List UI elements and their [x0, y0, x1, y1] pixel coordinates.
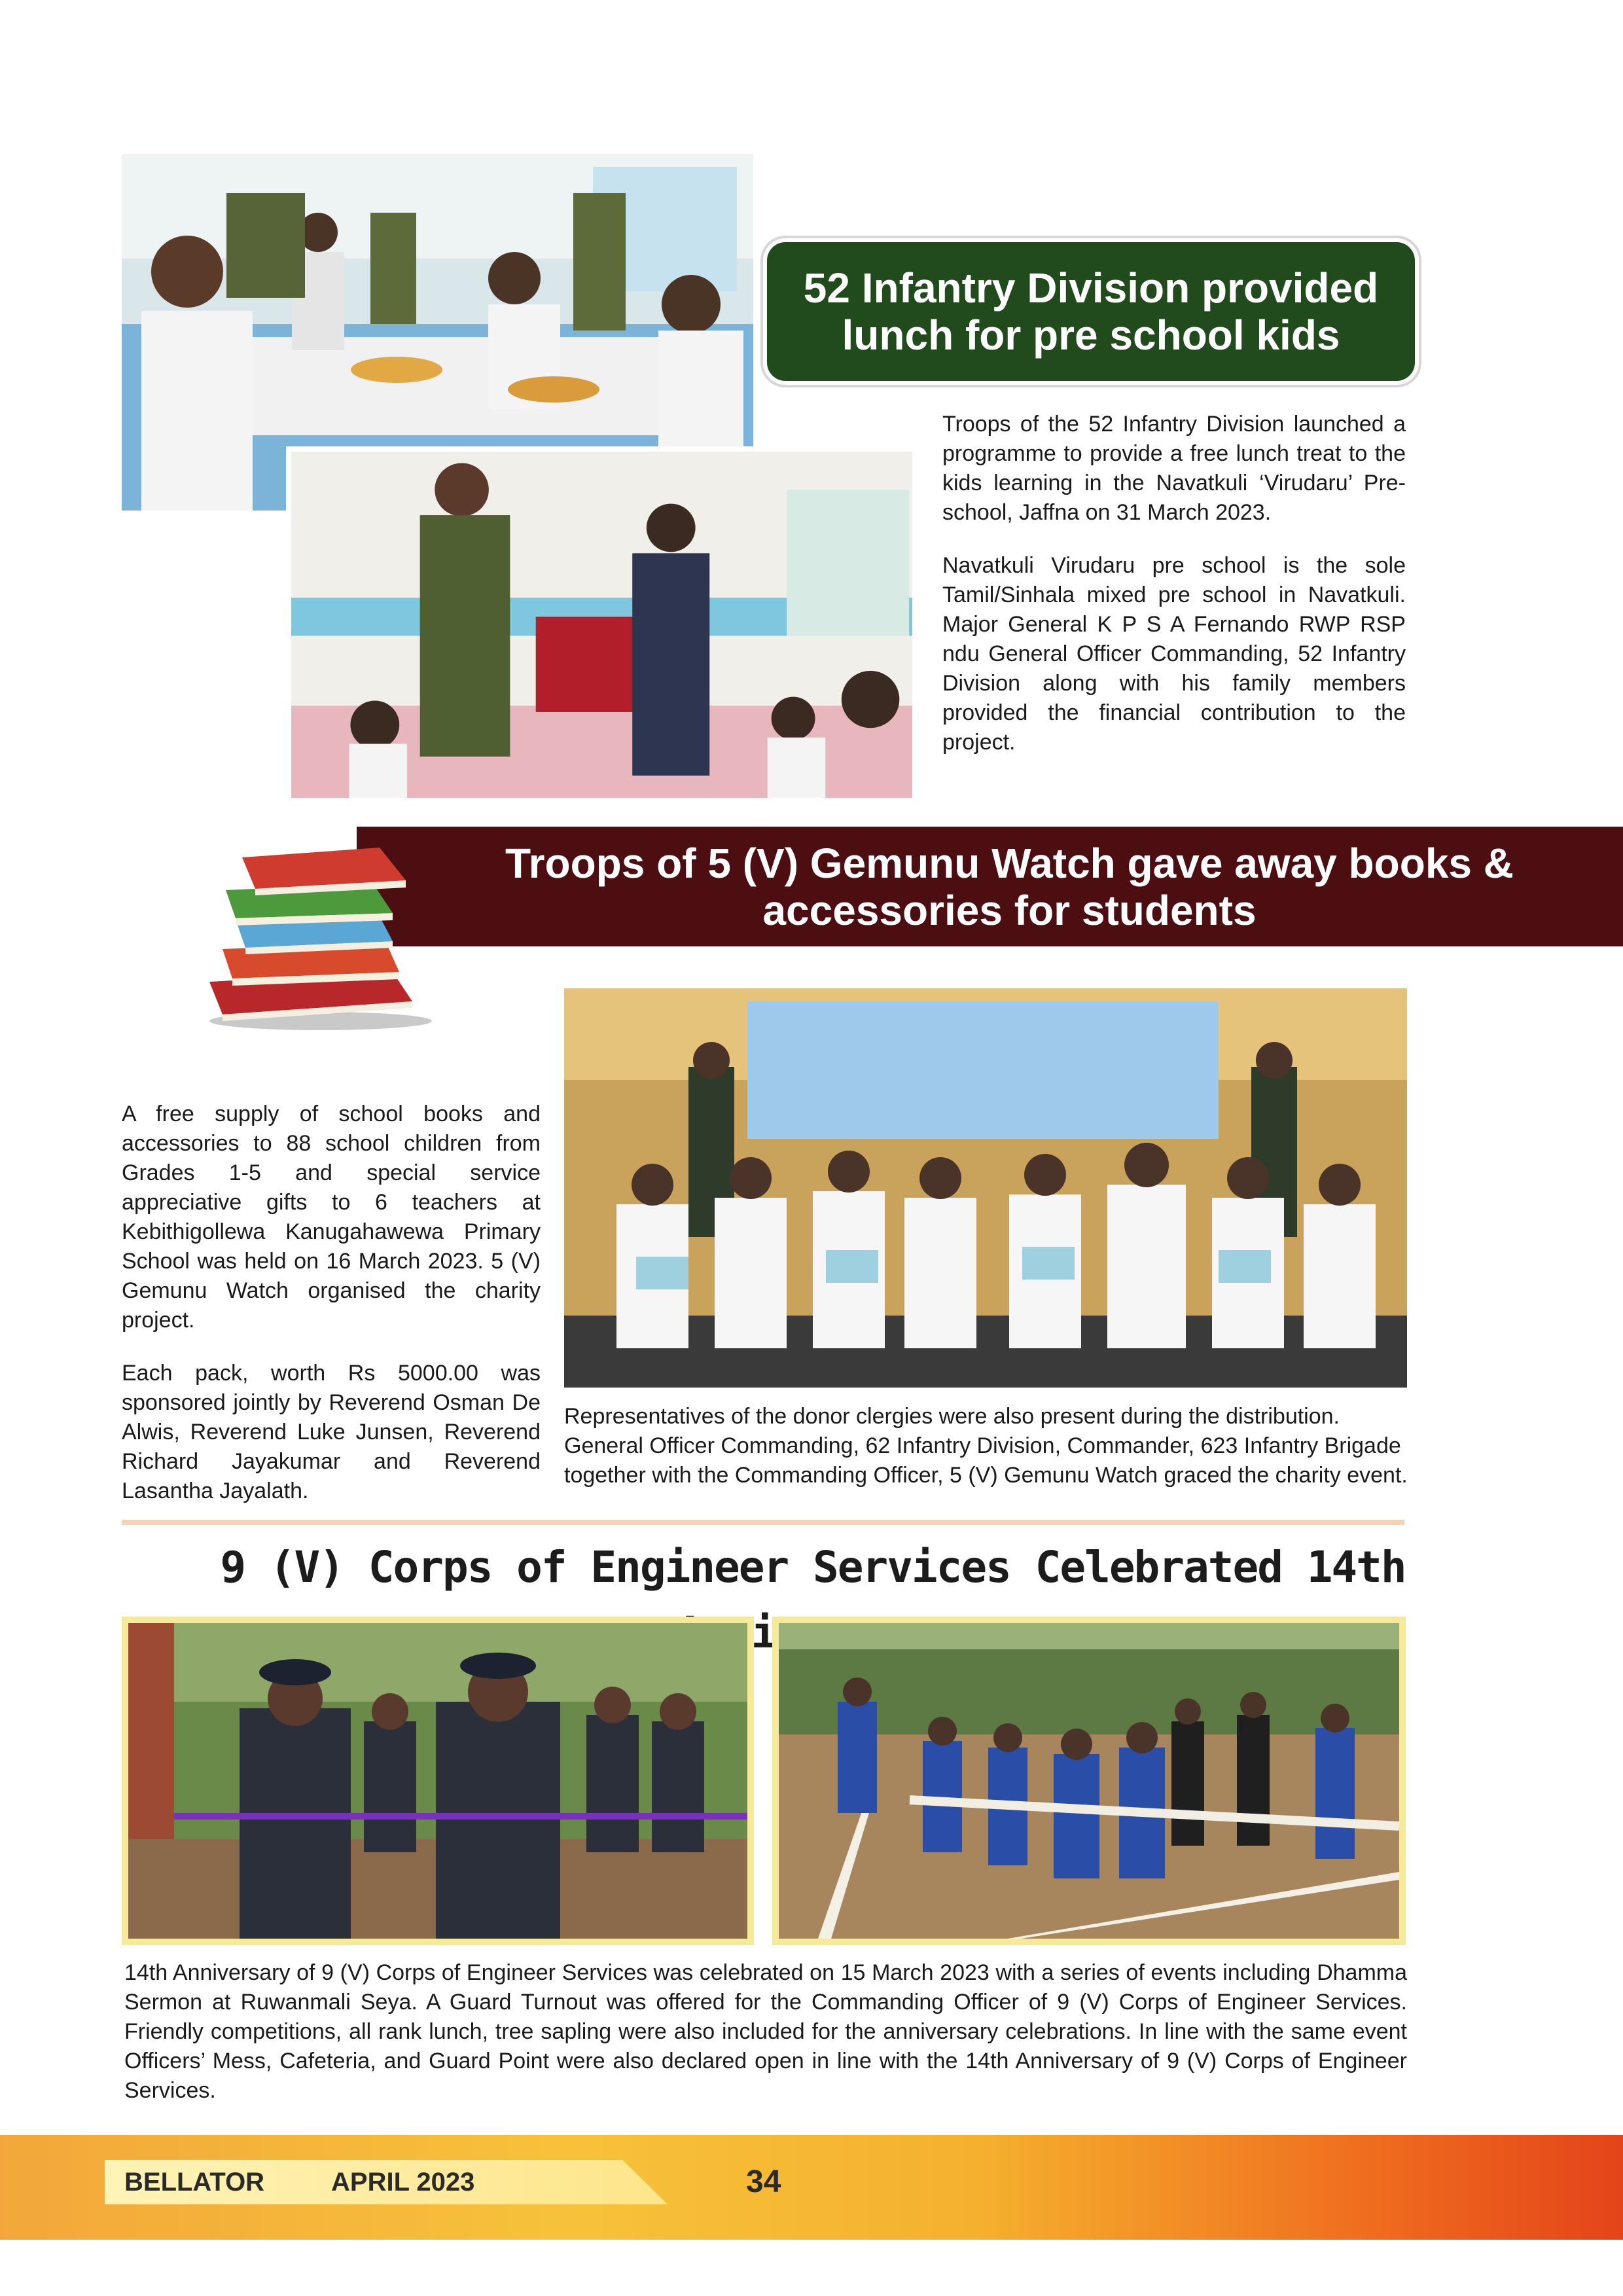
section-divider	[122, 1520, 1404, 1525]
story3-body: 14th Anniversary of 9 (V) Corps of Engineer Services was celebrated on 15 March 2023 with a series of events including Dhamma Sermon at Ruwanmali Seya. A Guard Turnout was offered for the Commanding Officer of 9 (V) Corps of Engineer Services. Friendly competitions, all rank lunch, tree sapling were also included for the anniversary celebrations. In line with the same event Officers’ Mess, Cafeteria, and Guard Point were also declared open in line with the 14th Anniversary of 9 (V) Corps of Engineer Services.	[124, 1960, 1407, 2103]
photo-ribbon-cutting	[122, 1617, 754, 1945]
story2-text	[122, 1100, 541, 1530]
story3-title: 9 (V) Corps of Engineer Services Celebrated 14th	[220, 1542, 1406, 1592]
photo-students-books	[564, 988, 1407, 1388]
photo-general-with-family	[286, 446, 918, 803]
story2-paragraph-1: A free supply of school books and accessories to 88 school children from Grades 1-5 and special service appreciative gifts to 6 teachers at Kebithigollewa Kanugahawewa Primary School was held on 16 March 2023. 5 (V) Gemunu Watch organised the charity project.	[122, 1102, 541, 1333]
story1-text	[942, 410, 1406, 781]
footer-issue: APRIL 2023	[331, 2168, 475, 2197]
books-stack-icon	[196, 831, 438, 1034]
story2-title: Troops of 5 (V) Gemunu Watch gave away books & accessories for students	[357, 827, 1623, 946]
story2-caption: Representatives of the donor clergies were also present during the distribution. General Officer Commanding, 62 Infantry Division, Commander, 623 Infantry Brigade together with the Commanding Officer, 5 (V) Gemunu Watch graced the charity event.	[564, 1404, 1408, 1488]
story1-paragraph-2: Navatkuli Virudaru pre school is the sole Tamil/Sinhala mixed pre school in Navatkuli. Major General K P S A Fernando RWP RSP ndu General Officer Commanding, 52 Infantry Division along with his family members provided the financial contribution to the project.	[942, 553, 1406, 755]
story1-paragraph-1: Troops of the 52 Infantry Division launched a programme to provide a free lunch treat to the kids learning in the Navatkuli ‘Virudaru’ Pre-school, Jaffna on 31 March 2023.	[942, 412, 1406, 525]
photo-tug-of-war	[772, 1617, 1406, 1945]
story2-paragraph-2: Each pack, worth Rs 5000.00 was sponsored jointly by Reverend Osman De Alwis, Reverend Luke Junsen, Reverend Richard Jayakumar and Reverend Lasantha Jayalath.	[122, 1361, 541, 1503]
page-number: 34	[746, 2164, 781, 2199]
footer-publication: BELLATOR	[124, 2168, 265, 2197]
story1-title: 52 Infantry Division provided lunch for pre school kids	[767, 242, 1415, 381]
